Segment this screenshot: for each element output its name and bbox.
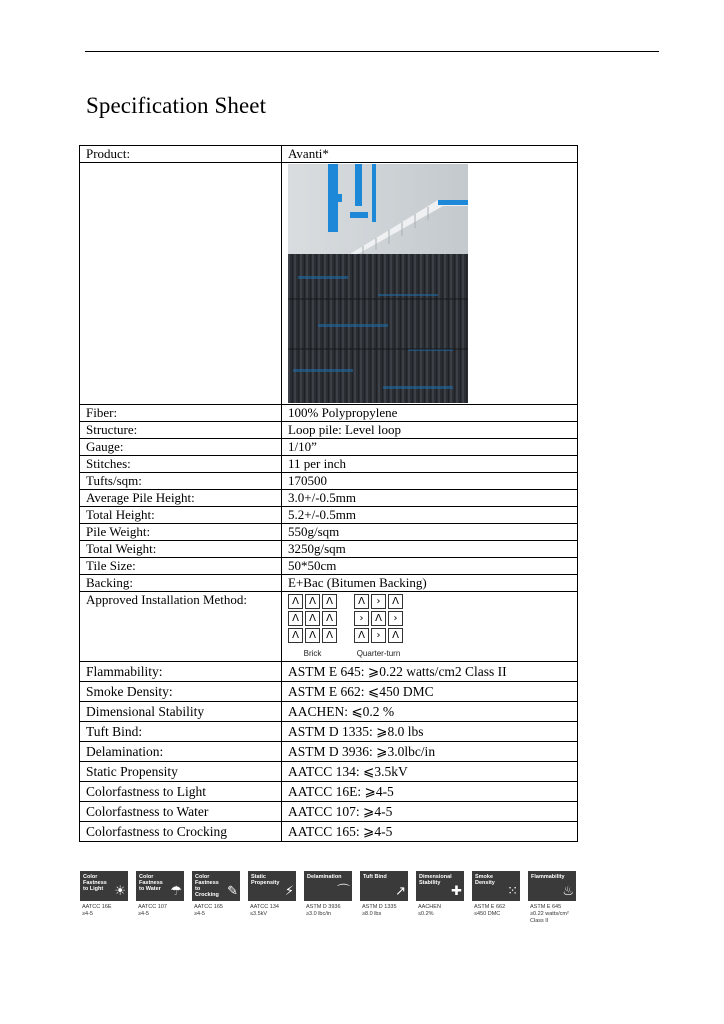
tile-arrow-icon: Λ — [354, 628, 369, 643]
spec-label: Flammability: — [80, 662, 282, 682]
badge-caption-line: AATCC 165 — [194, 904, 223, 910]
badge-icon: ☀ — [114, 884, 126, 899]
spec-label: Smoke Density: — [80, 682, 282, 702]
certification-badge — [416, 871, 464, 925]
badge-title: Color Fastness to Light — [83, 874, 107, 892]
spec-value: 550g/sqm — [282, 524, 578, 541]
badge-box — [360, 871, 408, 901]
product-image-cell — [282, 163, 578, 405]
table-row — [80, 782, 578, 802]
table-row — [80, 422, 578, 439]
tile-arrow-icon: Λ — [305, 628, 320, 643]
spec-value: 50*50cm — [282, 558, 578, 575]
spec-value: 3250g/sqm — [282, 541, 578, 558]
certification-badge — [360, 871, 408, 925]
tile-arrow-icon: › — [354, 611, 369, 626]
badge-caption — [528, 904, 576, 925]
badge-caption-line: ≤3.5kV — [250, 911, 268, 917]
badge-caption — [248, 904, 296, 918]
badge-caption-line: ASTM D 3936 — [306, 904, 341, 910]
badge-title: Smoke Density — [475, 874, 495, 886]
spec-label: Approved Installation Method: — [80, 592, 282, 662]
spec-value: ASTM D 3936: ⩾3.0lbc/in — [282, 742, 578, 762]
spec-label: Delamination: — [80, 742, 282, 762]
badge-box — [80, 871, 128, 901]
spec-label: Total Weight: — [80, 541, 282, 558]
table-row — [80, 742, 578, 762]
table-row — [80, 524, 578, 541]
tile-arrow-icon: Λ — [288, 594, 303, 609]
spec-label: Total Height: — [80, 507, 282, 524]
spec-value: AACHEN: ⩽0.2 % — [282, 702, 578, 722]
tile-arrow-icon: Λ — [305, 594, 320, 609]
tile-arrow-icon: Λ — [288, 628, 303, 643]
badge-caption-line: ≥0.22 watts/cm² — [530, 911, 569, 917]
certification-badge — [248, 871, 296, 925]
table-row — [80, 682, 578, 702]
certification-badge — [304, 871, 352, 925]
table-row — [80, 439, 578, 456]
spec-value: 3.0+/-0.5mm — [282, 490, 578, 507]
badge-icon: ↗ — [395, 884, 406, 899]
page-title: Specification Sheet — [86, 93, 267, 118]
product-photo — [288, 164, 468, 403]
table-row-image — [80, 163, 578, 405]
certification-badge — [192, 871, 240, 925]
spec-label: Tuft Bind: — [80, 722, 282, 742]
top-rule — [85, 51, 659, 52]
badge-caption-line: ≤450 DMC — [474, 911, 501, 917]
badge-caption-line: Class II — [530, 918, 549, 924]
badge-caption-line: ASTM D 1335 — [362, 904, 397, 910]
spec-label: Colorfastness to Water — [80, 802, 282, 822]
spec-label: Average Pile Height: — [80, 490, 282, 507]
badge-caption — [136, 904, 184, 918]
badge-caption — [192, 904, 240, 918]
badge-caption-line: ≥3.0 lbc/in — [306, 911, 332, 917]
table-row — [80, 575, 578, 592]
spec-label: Static Propensity — [80, 762, 282, 782]
table-row — [80, 802, 578, 822]
badge-caption — [416, 904, 464, 918]
table-row — [80, 702, 578, 722]
pattern-label: Brick — [303, 649, 322, 658]
badge-caption-line: ≥4-5 — [138, 911, 149, 917]
tile-arrow-icon: Λ — [288, 611, 303, 626]
spec-value: AATCC 107: ⩾4-5 — [282, 802, 578, 822]
spec-label: Colorfastness to Crocking — [80, 822, 282, 842]
certification-badge — [528, 871, 576, 925]
badge-title: Flammability — [531, 874, 565, 880]
spec-label: Gauge: — [80, 439, 282, 456]
pattern-label: Quarter-turn — [356, 649, 401, 658]
spec-value: ASTM E 662: ⩽450 DMC — [282, 682, 578, 702]
badge-box — [304, 871, 352, 901]
spec-label: Product: — [80, 146, 282, 163]
spec-label: Tufts/sqm: — [80, 473, 282, 490]
spec-value: 100% Polypropylene — [282, 405, 578, 422]
badge-box — [192, 871, 240, 901]
badge-icon: ✚ — [451, 884, 462, 899]
spec-label: Structure: — [80, 422, 282, 439]
badge-box — [248, 871, 296, 901]
badge-title: Color Fastness to Water — [139, 874, 163, 892]
certification-badge — [80, 871, 128, 925]
tile-arrow-icon: Λ — [371, 611, 386, 626]
badge-icon: ☂ — [170, 884, 182, 899]
tile-arrow-icon: Λ — [388, 628, 403, 643]
table-row — [80, 558, 578, 575]
spec-value: ASTM D 1335: ⩾8.0 lbs — [282, 722, 578, 742]
badge-caption-line: AATCC 134 — [250, 904, 279, 910]
badge-icon: ✎ — [227, 884, 238, 899]
badge-title: Dimensional Stability — [419, 874, 452, 886]
badge-caption — [360, 904, 408, 918]
table-row — [80, 541, 578, 558]
tile-arrow-icon: › — [371, 594, 386, 609]
table-row — [80, 722, 578, 742]
badge-box — [416, 871, 464, 901]
spec-value: 11 per inch — [282, 456, 578, 473]
tile-arrow-icon: Λ — [388, 594, 403, 609]
badge-caption-line: ≥4-5 — [194, 911, 205, 917]
spec-value: Loop pile: Level loop — [282, 422, 578, 439]
spec-label: Fiber: — [80, 405, 282, 422]
table-row-installation — [80, 592, 578, 662]
tile-arrow-icon: Λ — [322, 611, 337, 626]
spec-value: E+Bac (Bitumen Backing) — [282, 575, 578, 592]
spec-value: 1/10” — [282, 439, 578, 456]
badge-caption — [472, 904, 520, 918]
table-row — [80, 822, 578, 842]
spec-table — [79, 145, 578, 842]
spec-label: Colorfastness to Light — [80, 782, 282, 802]
badge-caption-line: ASTM E 645 — [530, 904, 562, 910]
badge-caption — [80, 904, 128, 918]
badge-caption-line: AACHEN — [418, 904, 441, 910]
badge-icon: ⌒ — [336, 884, 350, 899]
badge-caption-line: ASTM E 662 — [474, 904, 506, 910]
table-row-product — [80, 146, 578, 163]
badge-title: Color Fastness to Crocking — [195, 874, 219, 898]
spec-label: Pile Weight: — [80, 524, 282, 541]
tile-arrow-icon: Λ — [322, 628, 337, 643]
badge-caption-line: ≥4-5 — [82, 911, 93, 917]
badge-icon: ♨ — [562, 884, 574, 899]
tile-arrow-icon: Λ — [322, 594, 337, 609]
spec-value: Avanti* — [282, 146, 578, 163]
table-row — [80, 762, 578, 782]
badge-icon: ⚡ — [284, 884, 294, 899]
badge-icon: ⁙ — [507, 884, 518, 899]
spec-value: AATCC 165: ⩾4-5 — [282, 822, 578, 842]
spec-label: Backing: — [80, 575, 282, 592]
table-row — [80, 405, 578, 422]
spec-label: Tile Size: — [80, 558, 282, 575]
badge-caption — [304, 904, 352, 918]
certification-badge — [472, 871, 520, 925]
table-row — [80, 456, 578, 473]
badge-box — [472, 871, 520, 901]
badge-title: Delamination — [307, 874, 342, 880]
brick-pattern — [288, 594, 337, 661]
tile-arrow-icon: Λ — [354, 594, 369, 609]
table-row — [80, 507, 578, 524]
spec-label: Dimensional Stability — [80, 702, 282, 722]
badge-box — [136, 871, 184, 901]
certification-badge — [136, 871, 184, 925]
spec-value: 170500 — [282, 473, 578, 490]
spec-value: AATCC 16E: ⩾4-5 — [282, 782, 578, 802]
badge-caption-line: AATCC 107 — [138, 904, 167, 910]
table-row — [80, 662, 578, 682]
badge-caption-line: ≤0.2% — [418, 911, 434, 917]
badge-caption-line: AATCC 16E — [82, 904, 112, 910]
certification-icon-bar — [80, 871, 576, 925]
badge-title: Tuft Bind — [363, 874, 387, 880]
quarter-turn-pattern — [354, 594, 403, 661]
spec-label: Stitches: — [80, 456, 282, 473]
tile-arrow-icon: › — [388, 611, 403, 626]
badge-box — [528, 871, 576, 901]
spec-value: AATCC 134: ⩽3.5kV — [282, 762, 578, 782]
table-row — [80, 473, 578, 490]
installation-methods — [282, 592, 578, 662]
tile-arrow-icon: Λ — [305, 611, 320, 626]
tile-arrow-icon: › — [371, 628, 386, 643]
badge-title: Static Propensity — [251, 874, 280, 886]
spec-value: 5.2+/-0.5mm — [282, 507, 578, 524]
table-row — [80, 490, 578, 507]
badge-caption-line: ≥8.0 lbs — [362, 911, 382, 917]
spec-value: ASTM E 645: ⩾0.22 watts/cm2 Class II — [282, 662, 578, 682]
